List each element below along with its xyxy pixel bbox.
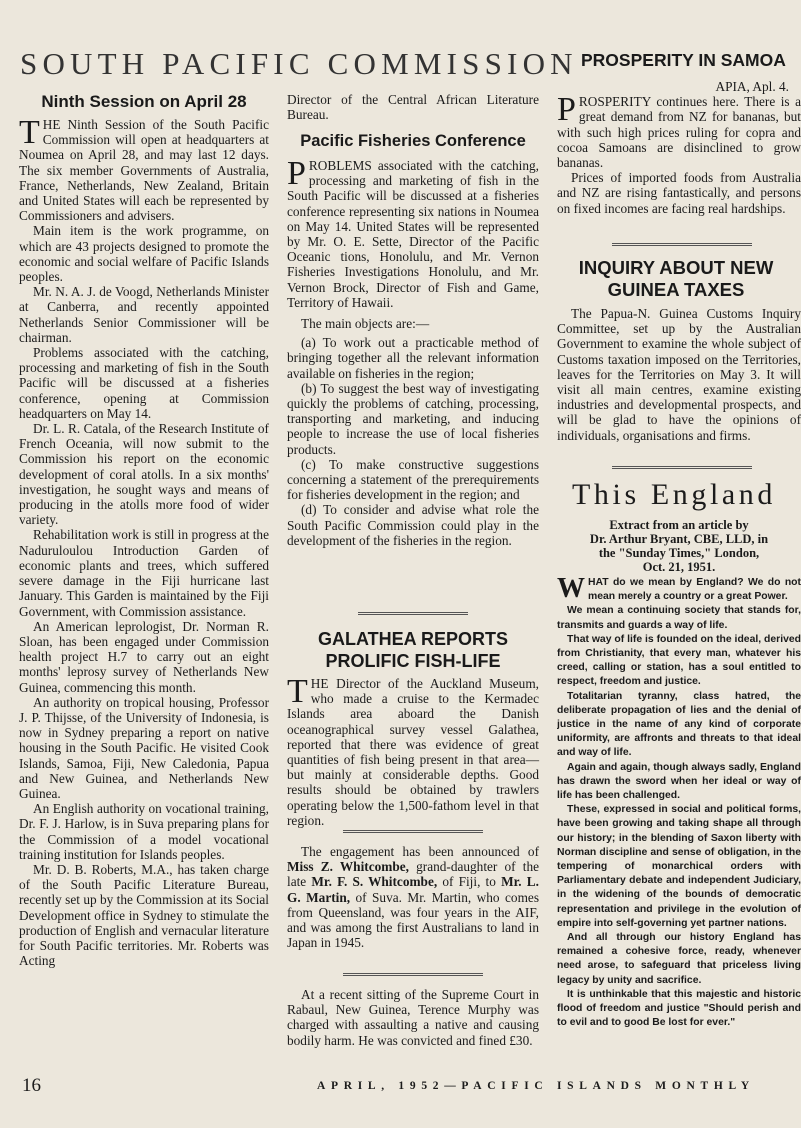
section-divider xyxy=(612,466,752,469)
paragraph: It is unthinkable that this majestic and historic flood of freedom and justice "Should perish and to evil and to good Be lost for ever." xyxy=(557,988,801,1029)
paragraph: That way of life is founded on the ideal, derived from Christianity, that every man, whatever his creed, calling or station, has a soul entitled to respect, freedom and justice. xyxy=(557,633,801,688)
dropcap: T xyxy=(287,673,308,710)
source-line: Extract from an article by xyxy=(609,518,749,532)
court-article xyxy=(287,987,539,1048)
paragraph: Problems associated with the catching, processing and marketing of fish in the South Pacific will be discussed at a fisheries conference, opening at Commission headquarters on May 14. xyxy=(19,345,269,421)
inquiry-heading xyxy=(557,257,801,301)
paragraph: Main item is the work programme, on which are 43 projects designed to promote the economic and social welfare of Pacific Islands peoples. xyxy=(19,223,269,285)
text: The engagement has been announced of xyxy=(301,844,539,859)
heading-line: GALATHEA REPORTS xyxy=(317,629,508,649)
source-line: Dr. Arthur Bryant, CBE, LLD, in xyxy=(589,532,769,546)
ninth-session-continuation xyxy=(287,92,539,122)
inquiry-article xyxy=(557,306,801,443)
paragraph: The main objects are:— xyxy=(301,316,430,332)
fisheries-article xyxy=(287,155,539,548)
source-line: Oct. 21, 1951. xyxy=(642,560,716,574)
dropcap: T xyxy=(19,114,40,151)
paragraph: Prices of imported foods from Australia and NZ are rising fantastically, and persons on fixed incomes are facing real hardships. xyxy=(557,170,801,216)
paragraph: An authority on tropical housing, Professor J. P. Thijsse, of the University of Indonesia, is now in Sydney preparing a report on native housing in the South Pacific. He visited Cook Islands, Samoa, Fiji, New Caledonia, Papua and New Guinea, and Netherlands New Guinea. xyxy=(19,694,269,801)
paragraph: An American leprologist, Dr. Norman R. Sloan, has been engaged under Commission health project H.7 to carry out an eight months' leprosy survey of Netherlands New Guinea, commencing this month. xyxy=(19,618,269,695)
paragraph: These, expressed in social and political forms, have been growing and taking shape all through our history; in the blending of Saxon liberty with Norman discipline and sense of obligation, in the tempering of monarchical orders with Parliamentary debate and independent Judiciary, in the widening of the bounds of democratic representation and privilege in the evolution of empire into self-governing yet partner nations. xyxy=(557,804,801,929)
galathea-heading xyxy=(287,628,539,672)
text: of Suva. Mr. Martin, who comes from Queensland, was four years in the AIF, and was among the first Australians to land in Japan in 1945. xyxy=(287,889,539,951)
section-divider xyxy=(358,612,468,615)
dropcap: W xyxy=(557,573,585,604)
paragraph: ROBLEMS associated with the catching, processing and marketing of fish in the South Pacific will be discussed at a fisheries conference representing six nations in Noumea on May 14. United States will be represented by Mr. O. E. Sette, Director of the Pacific Oceanic tions, Honolulu, and Mr. Vernon Fisheries Investigations Honolulu, and Mr. Vernon Brock, Director of Fish and Game, Territory of Hawaii. xyxy=(287,158,539,310)
ninth-session-article xyxy=(19,114,269,969)
text: grand-daughter of the late xyxy=(287,859,539,890)
paragraph: An English authority on vocational training, Dr. F. J. Harlow, is in Suva preparing plans for the Commission of a model vocational training institution for Islands peoples. xyxy=(19,801,269,862)
text: of Fiji, to xyxy=(437,874,502,890)
paragraph: The Papua-N. Guinea Customs Inquiry Committee, set up by the Australian Government to examine the whole subject of Customs taxation imposed on the Territories, leaves for the Territories on May 3. It will visit all main centres, examine existing industries and developmental prospects, and will be glad to have the opinions of individuals, organisations and firms. xyxy=(557,306,801,443)
person-name: Mr. F. S. Whitcombe, xyxy=(311,874,438,890)
dateline: APIA, Apl. 4. xyxy=(715,79,789,94)
page-footer xyxy=(0,1075,801,1104)
samoa-article xyxy=(557,79,801,216)
paragraph: Again and again, though always sadly, England has drawn the sword when her ideal or way of life has been challenged. xyxy=(557,761,801,802)
paragraph: (a) To work out a practicable method of bringing together all the relevant information available on fisheries in the region; xyxy=(287,335,539,381)
engagement-article xyxy=(287,844,539,950)
heading-line: GUINEA TAXES xyxy=(607,279,745,300)
paragraph: (d) To consider and advise what role the South Pacific Commission could play in the development of the fisheries in the region. xyxy=(287,502,539,548)
section-divider xyxy=(343,830,483,833)
this-england-heading: This England xyxy=(572,478,777,511)
paragraph: HE Ninth Session of the South Pacific Commission will open at headquarters at Noumea on April 28, and may last 12 days. The six member Governments of Australia, France, Netherlands, New Zealand, Britain and United States will each be represented by Commissioners and advisers. xyxy=(19,117,269,224)
paragraph: Mr. D. B. Roberts, M.A., has taken charge of the South Pacific Literature Bureau, recently set up by the Commission at its Social Development office in Sydney to stimulate the production of English and vernacular literature for South Pacific territories. Mr. Roberts was Acting xyxy=(19,861,269,969)
section-divider xyxy=(612,243,752,246)
galathea-article xyxy=(287,673,539,828)
england-source xyxy=(557,518,801,574)
paragraph: HE Director of the Auckland Museum, who made a cruise to the Kermadec Islands area aboard the Danish oceanographical survey vessel Galathea, reported that there was evidence of great quantities of fish being present in that area—but mainly at considerable depths. Good results should be obtained by trawlers operating below the 1,500-fathom level in that region. xyxy=(287,676,539,828)
source-line: the "Sunday Times," London, xyxy=(598,546,760,560)
paragraph: (b) To suggest the best way of investigating quickly the problems of catching, processing, transporting and marketing, and inducing people to increase the use of local fisheries products. xyxy=(287,380,539,457)
heading-line: INQUIRY ABOUT NEW xyxy=(578,257,774,278)
column-3 xyxy=(557,0,801,1075)
paragraph: Mr. N. A. J. de Voogd, Netherlands Minister at Canberra, and recently appointed Netherlands Senior Commissioner will be chairman. xyxy=(19,284,269,345)
paragraph: Totalitarian tyranny, class hatred, the deliberate propagation of lies and the denial of justice in the name of any kind of corporate uniformity, are affronts and threats to that ideal and way of life. xyxy=(557,690,801,759)
paragraph: We mean a continuing society that stands for, transmits and guards a way of life. xyxy=(557,605,801,631)
paragraph: And all through our history England has remained a cohesive force, ready, whenever need arose, to safeguard that priceless living legacy by unity and sacrifice. xyxy=(557,932,801,986)
masthead: SOUTH PACIFIC COMMISSION xyxy=(20,46,578,81)
dropcap: P xyxy=(557,91,576,129)
paragraph: (c) To make constructive suggestions concerning a statement of the prerequirements for fisheries development in the region; and xyxy=(287,456,539,503)
paragraph: At a recent sitting of the Supreme Court in Rabaul, New Guinea, Terence Murphy was charged with assaulting a native and causing bodily harm. He was convicted and fined £30. xyxy=(287,987,539,1048)
paragraph: Dr. L. R. Catala, of the Research Institute of French Oceania, will now submit to the Commission his report on the economic development of coral atolls. In a six months' investigation, he sought ways and means of producing in the atolls more food of wider variety. xyxy=(19,421,269,528)
heading-line: PROLIFIC FISH-LIFE xyxy=(325,651,501,671)
samoa-heading: PROSPERITY IN SAMOA xyxy=(581,50,786,70)
running-title: APRIL, 1952—PACIFIC ISLANDS MONTHLY xyxy=(317,1080,755,1092)
dropcap: P xyxy=(287,155,306,192)
person-name: Mr. L. G. Martin, xyxy=(287,874,539,905)
fisheries-heading: Pacific Fisheries Conference xyxy=(300,132,526,150)
person-name: Miss Z. Whitcombe, xyxy=(287,859,409,875)
paragraph: ROSPERITY continues here. There is a great demand from NZ for bananas, but with such high prices ruling for copra and cocoa Samoans are disinclined to grow bananas. xyxy=(557,94,801,171)
paragraph: Director of the Central African Literature Bureau. xyxy=(287,92,539,123)
paragraph: HAT do we mean by England? We do not mean merely a country or a great Power. xyxy=(588,577,801,603)
page-number: 16 xyxy=(22,1075,41,1096)
section-divider xyxy=(343,973,483,976)
england-article xyxy=(557,573,801,1031)
paragraph: Rehabilitation work is still in progress at the Naduruloulou Introduction Garden of economic plants and trees, which suffered severe damage in the Fiji hurricane last January. This Garden is maintained by the Fiji Government, with Commission assistance. xyxy=(19,527,269,619)
ninth-session-heading: Ninth Session on April 28 xyxy=(41,92,247,111)
